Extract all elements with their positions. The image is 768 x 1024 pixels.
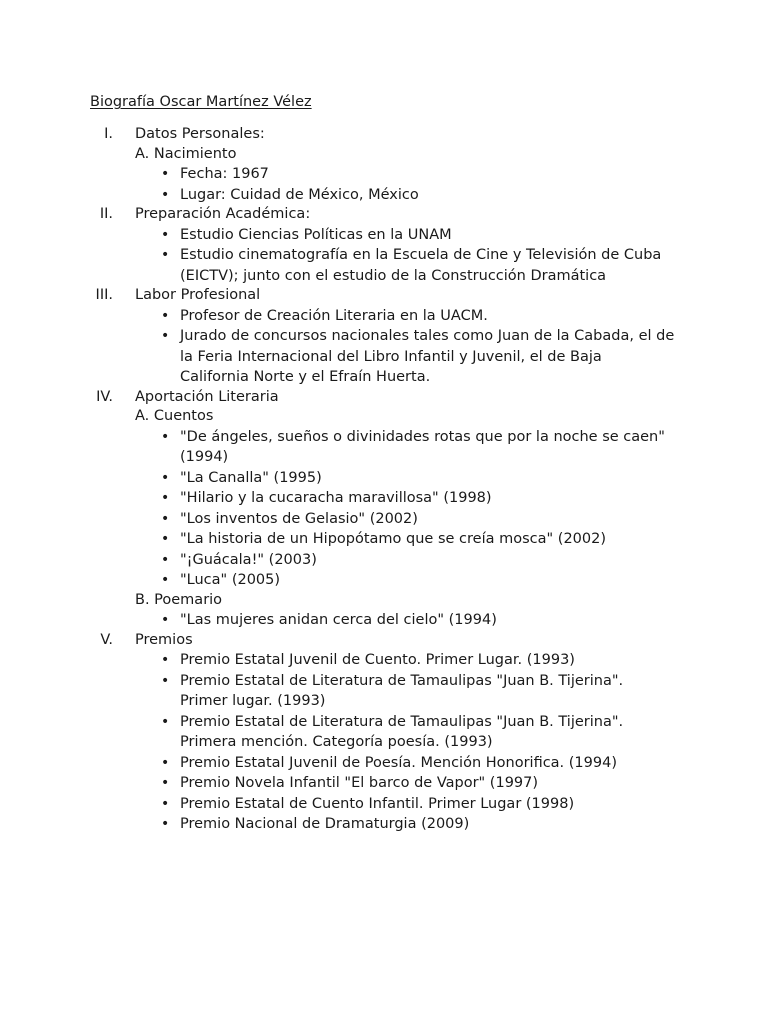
list-item: • Premio Estatal de Literatura de Tamaulipas "Juan B. Tijerina". Primera mención. Categoría poesía. (1993) — [180, 712, 675, 753]
section-datos-personales — [0, 125, 768, 205]
section-premios — [0, 631, 768, 835]
bullet-list — [0, 610, 768, 631]
section-labor-profesional — [0, 286, 768, 388]
bullet-list — [0, 225, 768, 287]
list-item: • "La Canalla" (1995) — [180, 468, 675, 489]
list-item: • Lugar: Cuidad de México, México — [180, 185, 675, 206]
section-preparacion-academica — [0, 205, 768, 286]
list-item: • Premio Estatal Juvenil de Cuento. Primer Lugar. (1993) — [180, 650, 675, 671]
subsection-heading: A. Nacimiento — [135, 145, 237, 162]
list-item: • Estudio cinematografía en la Escuela de Cine y Televisión de Cuba (EICTV); junto con el estudio de la Construcción Dramática — [180, 245, 675, 286]
list-item: • Profesor de Creación Literaria en la UACM. — [180, 306, 675, 327]
list-item: • Premio Estatal de Cuento Infantil. Primer Lugar (1998) — [180, 794, 675, 815]
section-heading: Preparación Académica: — [135, 206, 311, 222]
bullet-list — [0, 306, 768, 388]
list-item: • "Luca" (2005) — [180, 570, 675, 591]
list-item: • "Los inventos de Gelasio" (2002) — [180, 509, 675, 530]
list-item: • Premio Estatal de Literatura de Tamaulipas "Juan B. Tijerina". Primer lugar. (1993) — [180, 671, 675, 712]
section-heading: Datos Personales: — [135, 126, 265, 142]
subsection-heading: B. Poemario — [135, 591, 223, 608]
section-heading: Labor Profesional — [135, 287, 261, 303]
list-item: • Premio Estatal Juvenil de Poesía. Mención Honorifica. (1994) — [180, 753, 675, 774]
section-heading: Premios — [135, 631, 193, 648]
list-item: • Jurado de concursos nacionales tales como Juan de la Cabada, el de la Feria Internacional del Libro Infantil y Juvenil, el de Baja California Norte y el Efraín Huerta. — [180, 326, 675, 388]
section-number: III. — [95, 287, 113, 303]
list-item: • Fecha: 1967 — [180, 164, 675, 185]
section-number: V. — [100, 631, 113, 648]
section-heading: Aportación Literaria — [135, 388, 279, 405]
bullet-list — [0, 650, 768, 835]
section-aportacion-literaria — [0, 388, 768, 631]
list-item: • "¡Guácala!" (2003) — [180, 550, 675, 571]
subsection-heading: A. Cuentos — [135, 408, 214, 424]
biography-outline — [0, 125, 768, 835]
list-item: • "La historia de un Hipopótamo que se creía mosca" (2002) — [180, 529, 675, 550]
document-title: Biografía Oscar Martínez Vélez — [90, 94, 312, 110]
list-item: • "Las mujeres anidan cerca del cielo" (1994) — [180, 610, 675, 631]
section-number: IV. — [96, 388, 113, 405]
section-number: II. — [99, 206, 113, 222]
bullet-list — [0, 427, 768, 591]
list-item: • Estudio Ciencias Políticas en la UNAM — [180, 225, 675, 246]
bullet-list — [0, 164, 768, 205]
list-item: • "Hilario y la cucaracha maravillosa" (1998) — [180, 488, 675, 509]
list-item: • "De ángeles, sueños o divinidades rotas que por la noche se caen" (1994) — [180, 427, 675, 468]
list-item: • Premio Novela Infantil "El barco de Vapor" (1997) — [180, 773, 675, 794]
list-item: • Premio Nacional de Dramaturgia (2009) — [180, 814, 675, 835]
section-number: I. — [104, 126, 113, 142]
